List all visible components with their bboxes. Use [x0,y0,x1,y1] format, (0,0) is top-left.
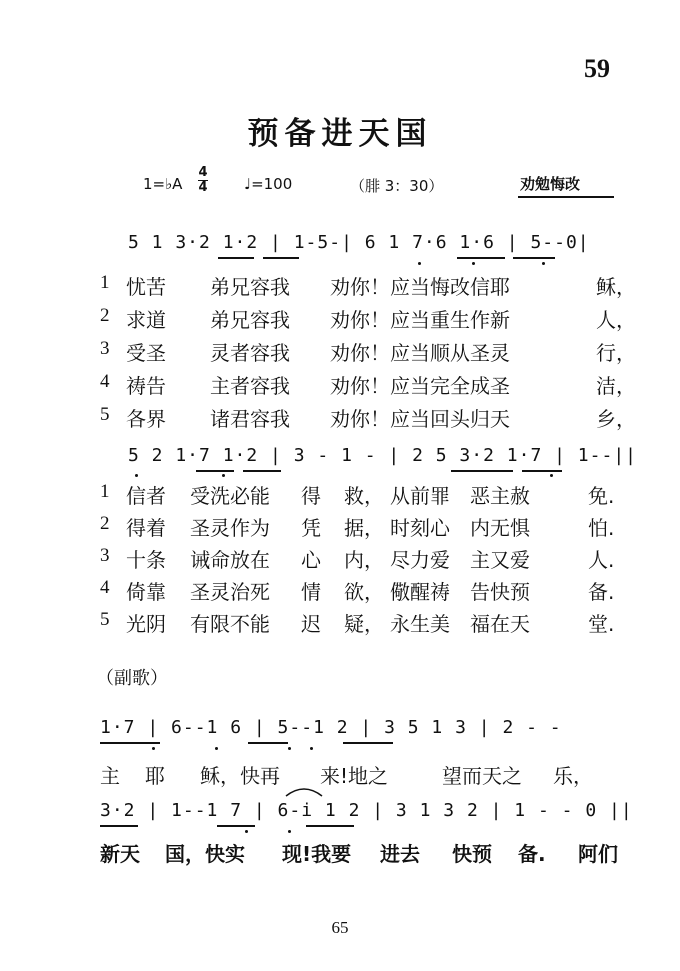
lyric-text: 永生美 [390,612,450,636]
lyric-text: 欲， [344,580,384,604]
underline-mark [217,825,255,827]
chorus-lyric-text: 阿们 [578,842,618,866]
lyric-text: 时刻心 [390,516,450,540]
verse-number: 5 [100,609,110,630]
lyric-text: 弟兄容我 [210,308,290,332]
chorus-line2-lyrics [0,838,680,866]
underline-mark [248,742,288,744]
underline-mark [243,470,281,472]
chorus-lyric-text: 稣，快再 [200,764,280,788]
lyric-text: 稣， [596,275,636,299]
lyric-text: 得 [301,484,321,508]
lyric-text: 灵者容我 [210,341,290,365]
verse-number: 2 [100,305,110,326]
low-octave-dot [418,262,421,265]
lyric-text: 救， [344,484,384,508]
lyric-text: 疑， [344,612,384,636]
lyric-text: 劝你！应当完全成圣 [330,374,510,398]
lyric-text: 光阴 [126,612,166,636]
lyric-text: 受圣 [126,341,166,365]
lyric-text: 行， [596,341,636,365]
underline-mark [100,825,138,827]
low-octave-dot [245,830,248,833]
lyric-text: 据， [344,516,384,540]
lyric-text: 情 [301,580,321,604]
lyric-text: 人. [588,548,615,572]
lyric-text: 从前罪 [390,484,450,508]
lyric-text: 内， [344,548,384,572]
underline-mark [263,257,299,259]
lyric-text: 祷告 [126,374,166,398]
lyric-text: 劝你！应当回头归天 [330,407,510,431]
lyric-text: 免. [588,484,615,508]
underline-mark [451,470,513,472]
underline-mark [457,257,505,259]
chorus-lyric-text: 国，快实 [165,842,245,866]
underline-mark [218,257,254,259]
lyric-text: 有限不能 [190,612,270,636]
verse-number: 2 [100,513,110,534]
chorus-lyric-text: 乐， [553,764,593,788]
low-octave-dot [310,747,313,750]
chorus-lyric-text: 耶 [145,764,165,788]
scripture-reference: （腓 3：30） [350,177,444,195]
lyric-text: 人， [596,308,636,332]
chorus-lyric-text: 来!地之 [320,764,389,788]
chorus-lyric-text: 新天 [100,842,140,866]
lyric-text: 心 [301,548,321,572]
lyric-text: 劝你！应当重生作新 [330,308,510,332]
lyric-text: 诫命放在 [190,548,270,572]
section2-notation: 5 2 1·7 1·2 | 3 - 1 - | 2 5 3·2 1·7 | 1--|| [128,445,637,466]
low-octave-dot [542,262,545,265]
lyric-text: 圣灵作为 [190,516,270,540]
low-octave-dot [152,747,155,750]
lyric-text: 内无惧 [470,516,530,540]
lyric-text: 得着 [126,516,166,540]
lyric-text: 迟 [301,612,321,636]
chorus-lyric-text: 现!我要 [282,842,352,866]
verse-number: 1 [100,272,110,293]
lyric-text: 乡， [596,407,636,431]
slur-arc [284,782,324,798]
lyric-text: 主者容我 [210,374,290,398]
lyric-text: 信者 [126,484,166,508]
low-octave-dot [472,262,475,265]
low-octave-dot [550,474,553,477]
chorus-lyric-text: 主 [100,764,120,788]
verse-number: 1 [100,481,110,502]
chorus-line1-notation: 1·7 | 6--1 6 | 5--1 2 | 3 5 1 3 | 2 - - [100,717,562,738]
lyric-text: 受洗必能 [190,484,270,508]
lyric-text: 倚靠 [126,580,166,604]
low-octave-dot [135,474,138,477]
lyric-text: 弟兄容我 [210,275,290,299]
lyric-text: 十条 [126,548,166,572]
lyric-text: 堂. [588,612,615,636]
chorus-lyric-text: 进去 [380,842,420,866]
underline-mark [343,742,393,744]
footer-page-number: 65 [331,918,349,937]
lyric-text: 各界 [126,407,166,431]
section1-notation: 5 1 3·2 1·2 | 1-5-| 6 1 7·6 1·6 | 5--0| [128,232,590,253]
hymn-subtitle: 劝勉悔改 [520,175,581,193]
lyric-text: 劝你！应当悔改信耶 [330,275,510,299]
lyric-text: 诸君容我 [210,407,290,431]
low-octave-dot [288,747,291,750]
lyric-text: 求道 [126,308,166,332]
lyric-text: 备. [588,580,615,604]
lyric-text: 怕. [588,516,615,540]
chorus-lyric-text: 备. [518,842,546,866]
time-signature-bottom: 4 [198,180,208,195]
time-signature [198,166,208,195]
verse-number: 4 [100,577,110,598]
verse-number: 3 [100,545,110,566]
key-signature: 1=♭A [143,175,183,193]
lyric-text: 圣灵治死 [190,580,270,604]
lyric-text: 忧苦 [126,275,166,299]
lyric-text: 福在天 [470,612,530,636]
page-title: 预备进天国 [247,116,433,152]
lyric-text: 劝你！应当顺从圣灵 [330,341,510,365]
chorus-lyric-text: 望而天之 [442,764,522,788]
chorus-line2-notation: 3·2 | 1--1 7 | 6-i 1 2 | 3 1 3 2 | 1 - - 0 || [100,800,633,821]
subtitle-underline [518,196,614,198]
chorus-line1-lyrics [0,760,680,788]
verse-number: 5 [100,404,110,425]
underline-mark [306,825,354,827]
lyric-text: 恶主赦 [470,484,530,508]
verse-number: 3 [100,338,110,359]
lyric-text: 洁， [596,374,636,398]
underline-mark [513,257,555,259]
chorus-lyric-text: 快预 [452,842,492,866]
underline-mark [522,470,562,472]
underline-mark [100,742,160,744]
lyric-text: 主又爱 [470,548,530,572]
low-octave-dot [288,830,291,833]
lyric-text: 告快预 [470,580,530,604]
hymn-number: 59 [584,54,610,83]
underline-mark [196,470,234,472]
time-signature-top: 4 [198,165,208,180]
lyric-text: 儆醒祷 [390,580,450,604]
lyric-text: 尽力爱 [390,548,450,572]
verse-number: 4 [100,371,110,392]
tempo-marking: ♩=100 [244,175,293,193]
chorus-label: （副歌） [96,668,168,689]
lyric-text: 凭 [301,516,321,540]
low-octave-dot [222,474,225,477]
low-octave-dot [215,747,218,750]
